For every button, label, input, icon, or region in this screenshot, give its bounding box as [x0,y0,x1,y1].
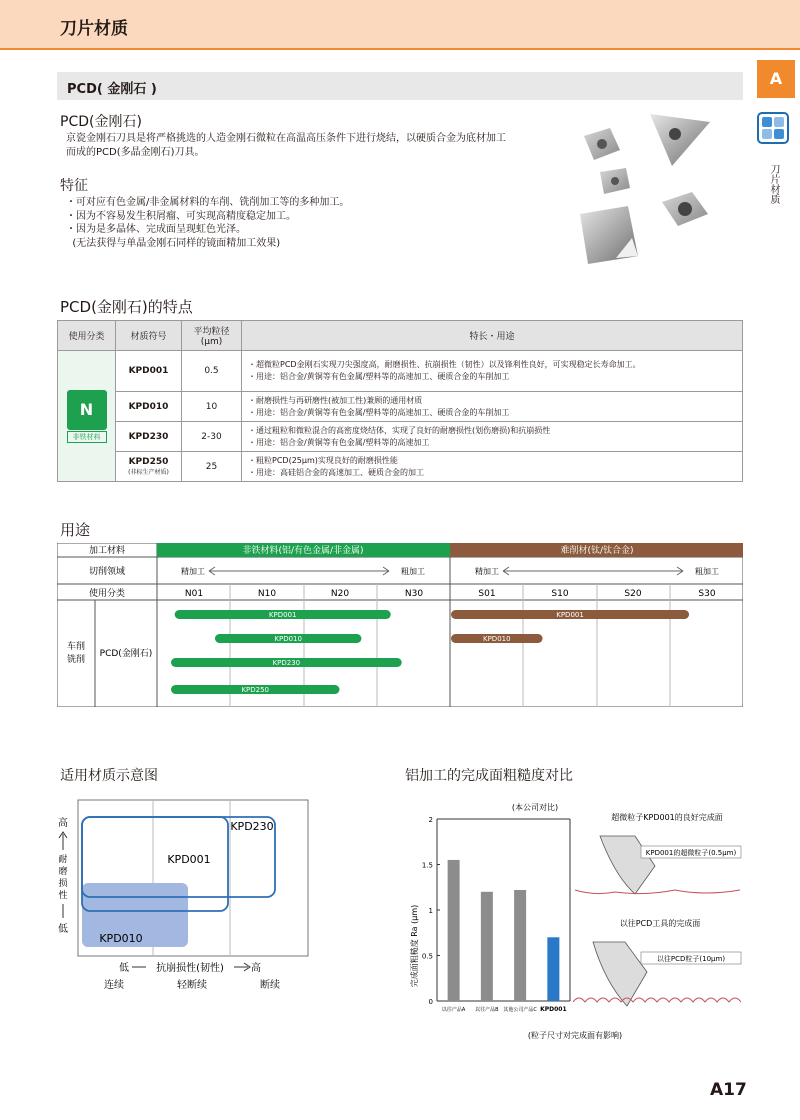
feature-item: ・可对应有色金属/非金属材料的车削、铣削加工等的多种加工。 [66,197,350,208]
y-high: 高 [58,818,68,829]
tool-tip-bottom [593,942,647,1006]
intro-text [66,132,506,160]
features-list [66,196,349,250]
usage-bar-label: KPD001 [268,611,297,619]
grade-cell: KPD230 [116,422,182,452]
class-n30: N30 [404,589,424,599]
usage-chart [57,543,743,707]
label-class: 使用分类 [88,589,126,599]
section-bar [57,72,743,100]
grades-heading: PCD(金刚石)的特点 [60,298,193,316]
roughness-bar [481,892,493,1001]
class-n20: N20 [330,589,350,599]
nonferrous-header: 非铁材料(铝/有色金属/非金属) [242,546,364,556]
usage-bar-label: KPD010 [274,635,302,643]
surface-top [575,890,740,894]
side-tab-label: 刀片材质 [768,164,779,204]
region-label-kpd001: KPD001 [167,853,211,866]
annot-bottom-grain: 以往PCD粒子(10μm) [656,955,726,963]
usage-bar-label: KPD230 [272,659,301,667]
y-axis-label: 完成面粗糙度 Ra (μm) [410,904,419,988]
col-feature: 特长・用途 [242,321,743,351]
label-region: 切削领域 [88,567,126,577]
class-s20: S20 [624,589,642,599]
feature-cell: ・耐磨损性与再研磨性(被加工性)兼顾的通用材质 ・用途：铝合金/黄铜等有色金属/塑料等的高速加工、硬质合金的车削加工 [242,392,743,422]
n-finish: 精加工 [181,567,205,576]
chart-subtitle: (本公司对比) [511,803,559,812]
x-tick-label: 以往产品A [441,1007,466,1013]
roughness-chart [405,796,745,1046]
region-label-kpd010: KPD010 [99,932,143,945]
chapter-tab[interactable]: A [757,60,795,98]
label-turning: 车削 [66,642,86,652]
y-label-4: 性 [58,891,68,901]
x-tick-label: 以往产品B [475,1007,499,1013]
category-cell [58,351,116,482]
label-tool: PCD(金刚石) [99,649,153,659]
hard-header: 难削材(钛/钛合金) [560,546,634,556]
col-grain: 平均粒径 (μm) [182,321,242,351]
feature-item: (无法获得与单晶金刚石同样的镜面精加工效果) [66,237,281,249]
chart-title: 铝加工的完成面粗糙度对比 [405,768,573,784]
grain-cell: 10 [182,392,242,422]
y-label-1: 耐 [58,855,68,865]
class-n01: N01 [184,589,204,599]
y-low: 低 [58,924,68,935]
intro-heading: PCD(金刚石) [60,114,142,130]
x-low: 低 [119,963,129,974]
material-diagram [56,790,312,1020]
feature-cell: ・通过粗粒和微粒混合的高密度烧结体，实现了良好的耐磨损性(划伤磨损)和抗崩损性 ・用途：铝合金/黄铜等有色金属/塑料等的高速加工 [242,422,743,452]
usage-bar-label: KPD001 [556,611,584,619]
annot-top-grain: KPD001的超微粒子(0.5μm) [645,849,737,857]
roughness-bar [514,890,526,1001]
grain-cell: 2-30 [182,422,242,452]
feature-cell: ・超微粒PCD金刚石实现刀尖强度高，耐磨损性、抗崩损性（韧性）以及锋利性良好，可实现稳定长寿命加工。 ・用途：铝合金/黄铜等有色金属/塑料等的高速加工、硬质合金的车削加工 [242,351,743,392]
class-s30: S30 [698,589,716,599]
x-tick-label: 其他公司产品C [503,1007,537,1013]
region-label-kpd230: KPD230 [230,820,274,833]
roughness-bar [448,860,460,1001]
tool-tip-top [600,836,655,894]
feature-item: ・因为是多晶体、完成面呈现虹色光泽。 [66,224,246,235]
y-label-2: 磨 [58,867,68,877]
n-rough: 粗加工 [401,567,425,576]
class-s01: S01 [478,589,496,599]
x-cat-interrupted: 断续 [260,980,280,991]
y-label-3: 损 [58,879,68,889]
insert-grade-icon [757,112,789,144]
label-milling: 铣削 [66,655,86,665]
y-tick-label: 0 [428,998,433,1006]
roughness-bar [547,937,559,1001]
surface-bottom [573,998,741,1002]
grade-cell: KPD001 [116,351,182,392]
diagram-heading: 适用材质示意图 [60,768,158,784]
col-grade: 材质符号 [116,321,182,351]
grades-table [57,320,743,482]
usage-bar-label: KPD250 [241,686,270,694]
annot-bottom: 以往PCD工具的完成面 [619,919,701,928]
class-n10: N10 [257,589,277,599]
section-title: PCD( 金刚石 ) [67,82,157,97]
feature-cell: ・粗粒PCD(25μm)实现良好的耐磨损性能 ・用途：高硅铝合金的高速加工、硬质合金的加工 [242,452,743,482]
pcd-inserts-photo [572,110,742,270]
grade-cell: KPD010 [116,392,182,422]
s-rough: 粗加工 [695,567,719,576]
label-material: 加工材料 [88,546,126,556]
page-number: A17 [710,1080,747,1100]
usage-heading: 用途 [60,521,91,539]
col-usage: 使用分类 [58,321,116,351]
features-heading: 特征 [60,178,88,194]
x-label: 抗崩损性(韧性) [156,963,224,974]
page-header [0,0,800,50]
grade-cell: KPD250 (非标生产材质) [116,452,182,482]
y-tick-label: 0.5 [421,952,433,961]
chart-caption: (粒子尺寸对完成面有影响) [527,1031,623,1040]
category-badge: N [67,390,107,430]
usage-bar-label: KPD010 [483,635,511,643]
page-title: 刀片材质 [60,19,128,39]
feature-item: ・因为不容易发生积屑瘤、可实现高精度稳定加工。 [66,210,296,222]
intro-line: 而成的PCD(多晶金刚石)刀具。 [66,147,205,158]
x-cat-light: 轻断续 [177,980,207,991]
y-tick-label: 1 [428,907,433,915]
intro-line: 京瓷金刚石刀具是将严格挑选的人造金刚石微粒在高温高压条件下进行烧结，以硬质合金为底材加工 [66,133,506,144]
category-label: 非铁材料 [67,431,107,443]
y-tick-label: 1.5 [421,861,433,870]
s-finish: 精加工 [475,567,499,576]
annot-top: 超微粒子KPD001的良好完成面 [611,813,723,822]
x-high: 高 [251,963,261,974]
class-s10: S10 [551,589,569,599]
x-cat-continuous: 连续 [104,980,124,991]
y-tick-label: 2 [428,816,433,824]
grain-cell: 25 [182,452,242,482]
grain-cell: 0.5 [182,351,242,392]
x-tick-label: KPD001 [540,1006,567,1013]
